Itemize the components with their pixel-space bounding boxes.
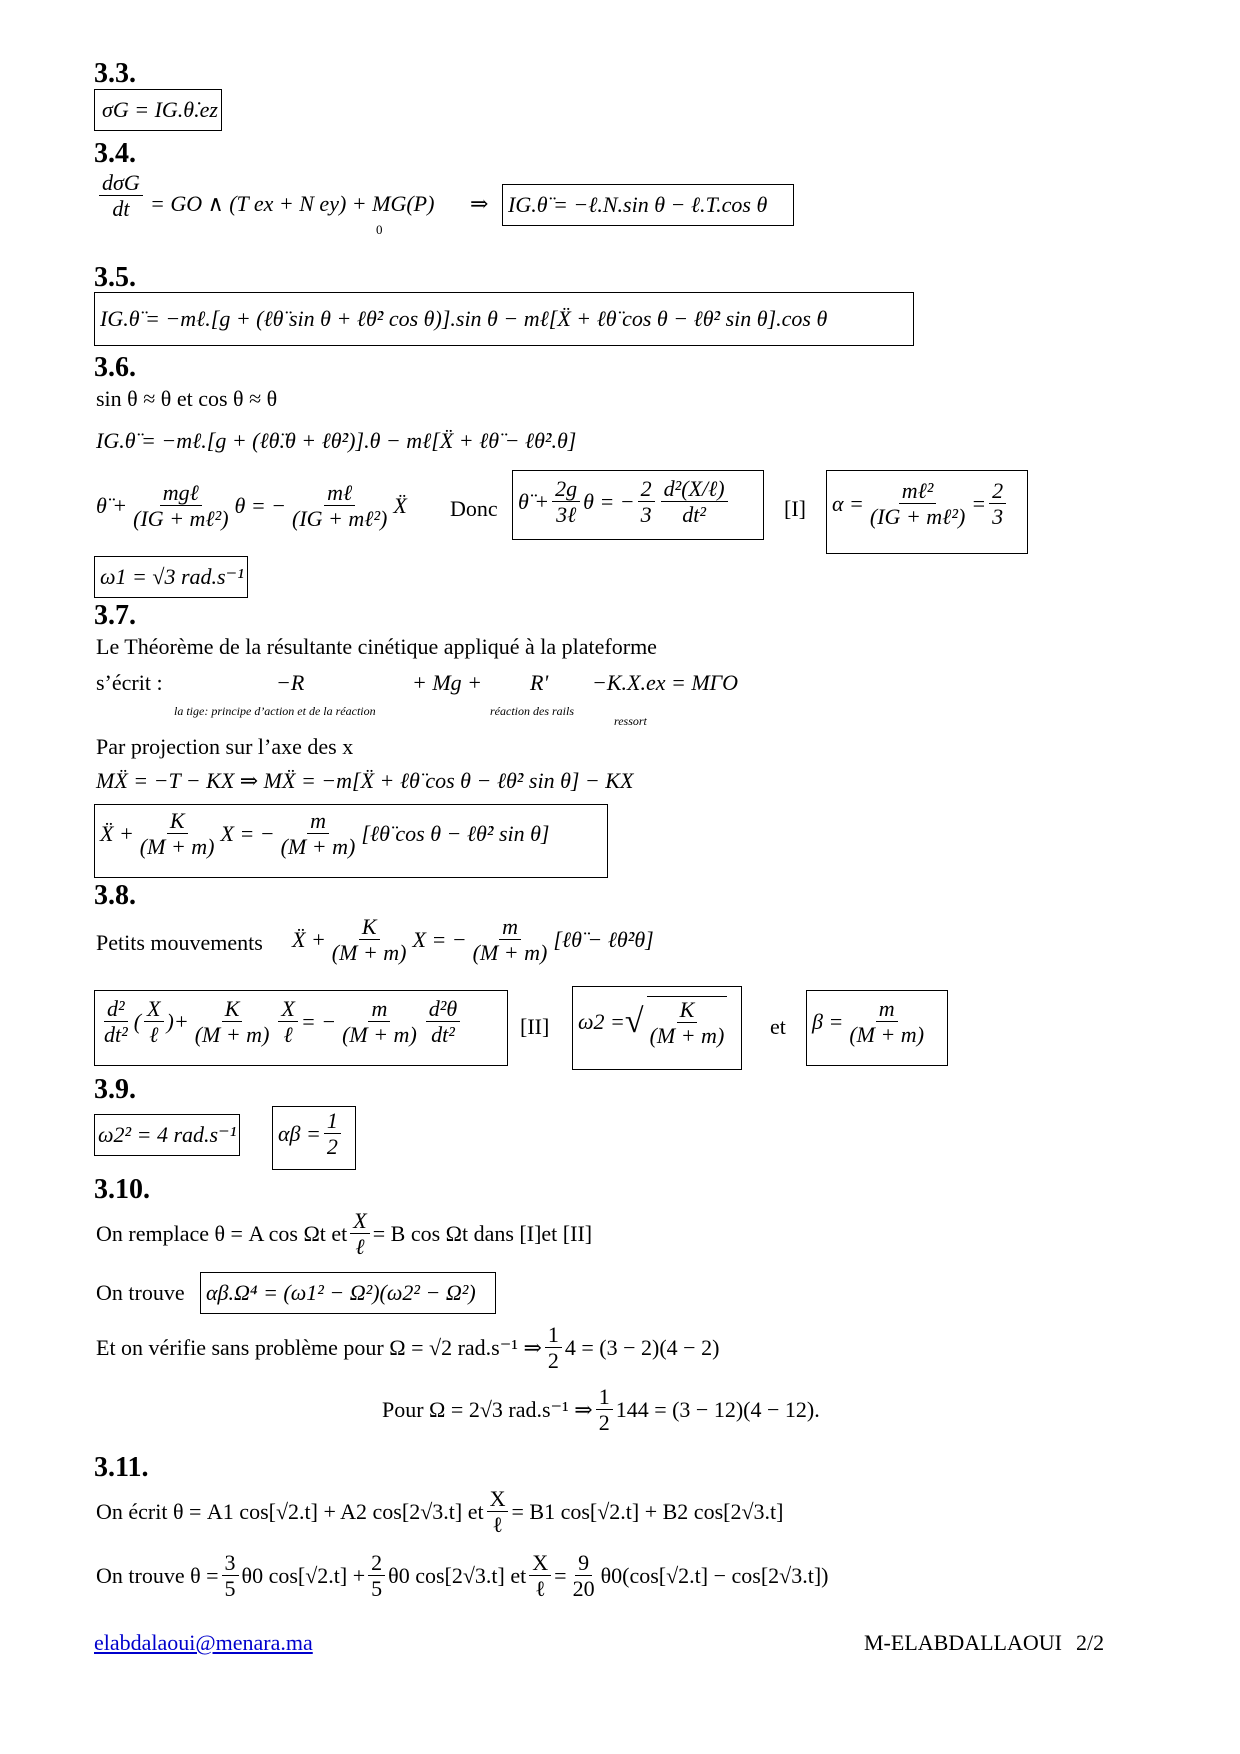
term-minus-R: −R bbox=[276, 670, 305, 695]
footer-page-number: 2/2 bbox=[1076, 1630, 1105, 1655]
section-heading-3-4: 3.4. bbox=[94, 138, 136, 169]
equation-3-7-1: MẌ = −T − KX ⇒ MẌ = −m[Ẍ + ℓθ̈ cos θ − ℓθ̇² sin θ] − KX bbox=[96, 768, 634, 793]
text-on-trouve: On trouve bbox=[96, 1280, 185, 1305]
term-spring-and-result: −K.X.ex = MΓO bbox=[592, 670, 739, 695]
alpha-equation: α = $\frac{\text{mℓ²}}{\text{(IG + mℓ²)}}$ = $\frac{2}{3}$ bbox=[832, 478, 1009, 530]
equation-3-10-boxed: αβ.Ω⁴ = (ω1² − Ω²)(ω2² − Ω²) bbox=[206, 1280, 476, 1305]
underbrace-value: 0 bbox=[376, 222, 383, 237]
equation-label-II: [II] bbox=[520, 1014, 550, 1039]
equation-3-8-1: Ẍ + $\frac{K}{(M + m)}$ X = − $\frac{m}{(M + m)}$ [ℓθ̈ − ℓθ̇²θ] bbox=[292, 914, 654, 966]
verification-line: Et on vérifie sans problème pour Ω = √2 rad.s⁻¹ ⇒ $\frac{1}{2}$ 4 = (3 − 2)(4 − 2) bbox=[96, 1322, 720, 1374]
section-heading-3-11: 3.11. bbox=[94, 1452, 149, 1483]
text-3-7-ecrit: s’écrit : bbox=[96, 670, 163, 695]
donc-label: Donc bbox=[450, 496, 498, 521]
footer-email-link[interactable]: elabdalaoui@menara.ma bbox=[94, 1630, 313, 1655]
equation-3-5: IG.θ̈ = −mℓ.[g + (ℓθ̈ sin θ + ℓθ̇² cos θ)].sin θ − mℓ[Ẍ + ℓθ̈ cos θ − ℓθ̇² sin θ].cos θ bbox=[100, 306, 828, 331]
implies-arrow: ⇒ bbox=[470, 191, 489, 216]
frac-num: dσG bbox=[99, 170, 143, 196]
text-petits-mouvements: Petits mouvements bbox=[96, 930, 263, 955]
section-heading-3-7: 3.7. bbox=[94, 600, 136, 631]
verification-line-2: Pour Ω = 2√3 rad.s⁻¹ ⇒ $\frac{1}{2}$ 144 = (3 − 12)(4 − 12). bbox=[382, 1384, 820, 1436]
text-3-11-line1: On écrit θ = A1 cos[√2.t] + A2 cos[2√3.t] et $\frac{X}{\text{ℓ}}$ = B1 cos[√2.t] + B2 cos[2√3.t] bbox=[96, 1486, 784, 1538]
term-R-prime: R' bbox=[530, 670, 549, 695]
text-3-11-line2: On trouve θ = $\frac{3}{5}$ θ0 cos[√2.t] + $\frac{2}{5}$ θ0 cos[2√3.t] et $\frac{X}{\text{ℓ}}$ = $\frac{9}{20}$ θ0(cos[√2.t] − cos[2√3.t]) bbox=[96, 1550, 829, 1602]
annotation-ressort: ressort bbox=[614, 714, 647, 728]
section-heading-3-6: 3.6. bbox=[94, 352, 136, 383]
annotation-tige: la tige: principe d’action et de la réaction bbox=[174, 704, 376, 718]
omega2-equation: ω2 = √ $\frac{K}{(M + m)}$ bbox=[578, 996, 730, 1049]
et-label: et bbox=[770, 1014, 786, 1039]
footer-author: M-ELABDALLAOUI bbox=[864, 1630, 1062, 1655]
alphabeta-equation: αβ = $\frac{1}{2}$ bbox=[278, 1108, 344, 1160]
equation-3-6-boxed: θ̈ + $\frac{2g}{\text{3ℓ}}$ θ = − $\frac{2}{3}$ $\frac{\text{d²(X/ℓ)}}{\text{dt²}}$ bbox=[518, 476, 731, 528]
text-3-7-projection: Par projection sur l’axe des x bbox=[96, 734, 354, 759]
term-Mg: + Mg + bbox=[412, 670, 483, 695]
section-heading-3-8: 3.8. bbox=[94, 880, 136, 911]
frac-den: dt bbox=[112, 196, 130, 222]
omega1-value: ω1 = √3 rad.s⁻¹ bbox=[100, 564, 244, 589]
text-3-7-line1: Le Théorème de la résultante cinétique appliqué à la plateforme bbox=[96, 634, 657, 659]
section-heading-3-3: 3.3. bbox=[94, 58, 136, 89]
equation-3-3: σG = IG.θ̇.ez bbox=[102, 97, 218, 122]
equation-3-8-boxed: $\frac{\text{d²}}{\text{dt²}}$ ( $\frac{X}{\text{ℓ}}$ ) + $\frac{K}{(M + m)}$ $\frac{X}{\text{ℓ}}$ = − $\frac{m}{(M + m)}$ $\frac{\text{d²θ}}{\text{dt²}}$ bbox=[98, 996, 463, 1048]
section-heading-3-5: 3.5. bbox=[94, 262, 136, 293]
result-3-4: IG.θ̈ = −ℓ.N.sin θ − ℓ.T.cos θ bbox=[508, 192, 768, 217]
equation-3-4-lhs bbox=[96, 170, 146, 222]
omega2-squared: ω2² = 4 rad.s⁻¹ bbox=[98, 1122, 237, 1147]
equation-label-I: [I] bbox=[784, 496, 806, 521]
annotation-rails: réaction des rails bbox=[490, 704, 574, 718]
equation-3-4-rhs: = GO ∧ (T ex + N ey) + MG(P) bbox=[150, 191, 435, 216]
equation-3-6-2: θ̈ + $\frac{\text{mgℓ}}{\text{(IG + mℓ²)}}$ θ = − $\frac{\text{mℓ}}{\text{(IG + mℓ²)}}$ Ẍ bbox=[96, 480, 407, 532]
section-heading-3-10: 3.10. bbox=[94, 1174, 150, 1205]
equation-3-6-1: IG.θ̈ = −mℓ.[g + (ℓθ̈.θ + ℓθ̇²)].θ − mℓ[Ẍ + ℓθ̈ − ℓθ̇².θ] bbox=[96, 428, 577, 453]
equation-3-7-boxed: Ẍ + $\frac{K}{(M + m)}$ X = − $\frac{m}{(M + m)}$ [ℓθ̈ cos θ − ℓθ̇² sin θ] bbox=[100, 808, 550, 860]
section-heading-3-9: 3.9. bbox=[94, 1074, 136, 1105]
small-angle-approx: sin θ ≈ θ et cos θ ≈ θ bbox=[96, 386, 278, 411]
beta-equation: β = $\frac{m}{(M + m)}$ bbox=[812, 996, 925, 1048]
text-3-10-line1: On remplace θ = A cos Ωt et $\frac{X}{\text{ℓ}}$ = B cos Ωt dans [I]et [II] bbox=[96, 1208, 593, 1260]
